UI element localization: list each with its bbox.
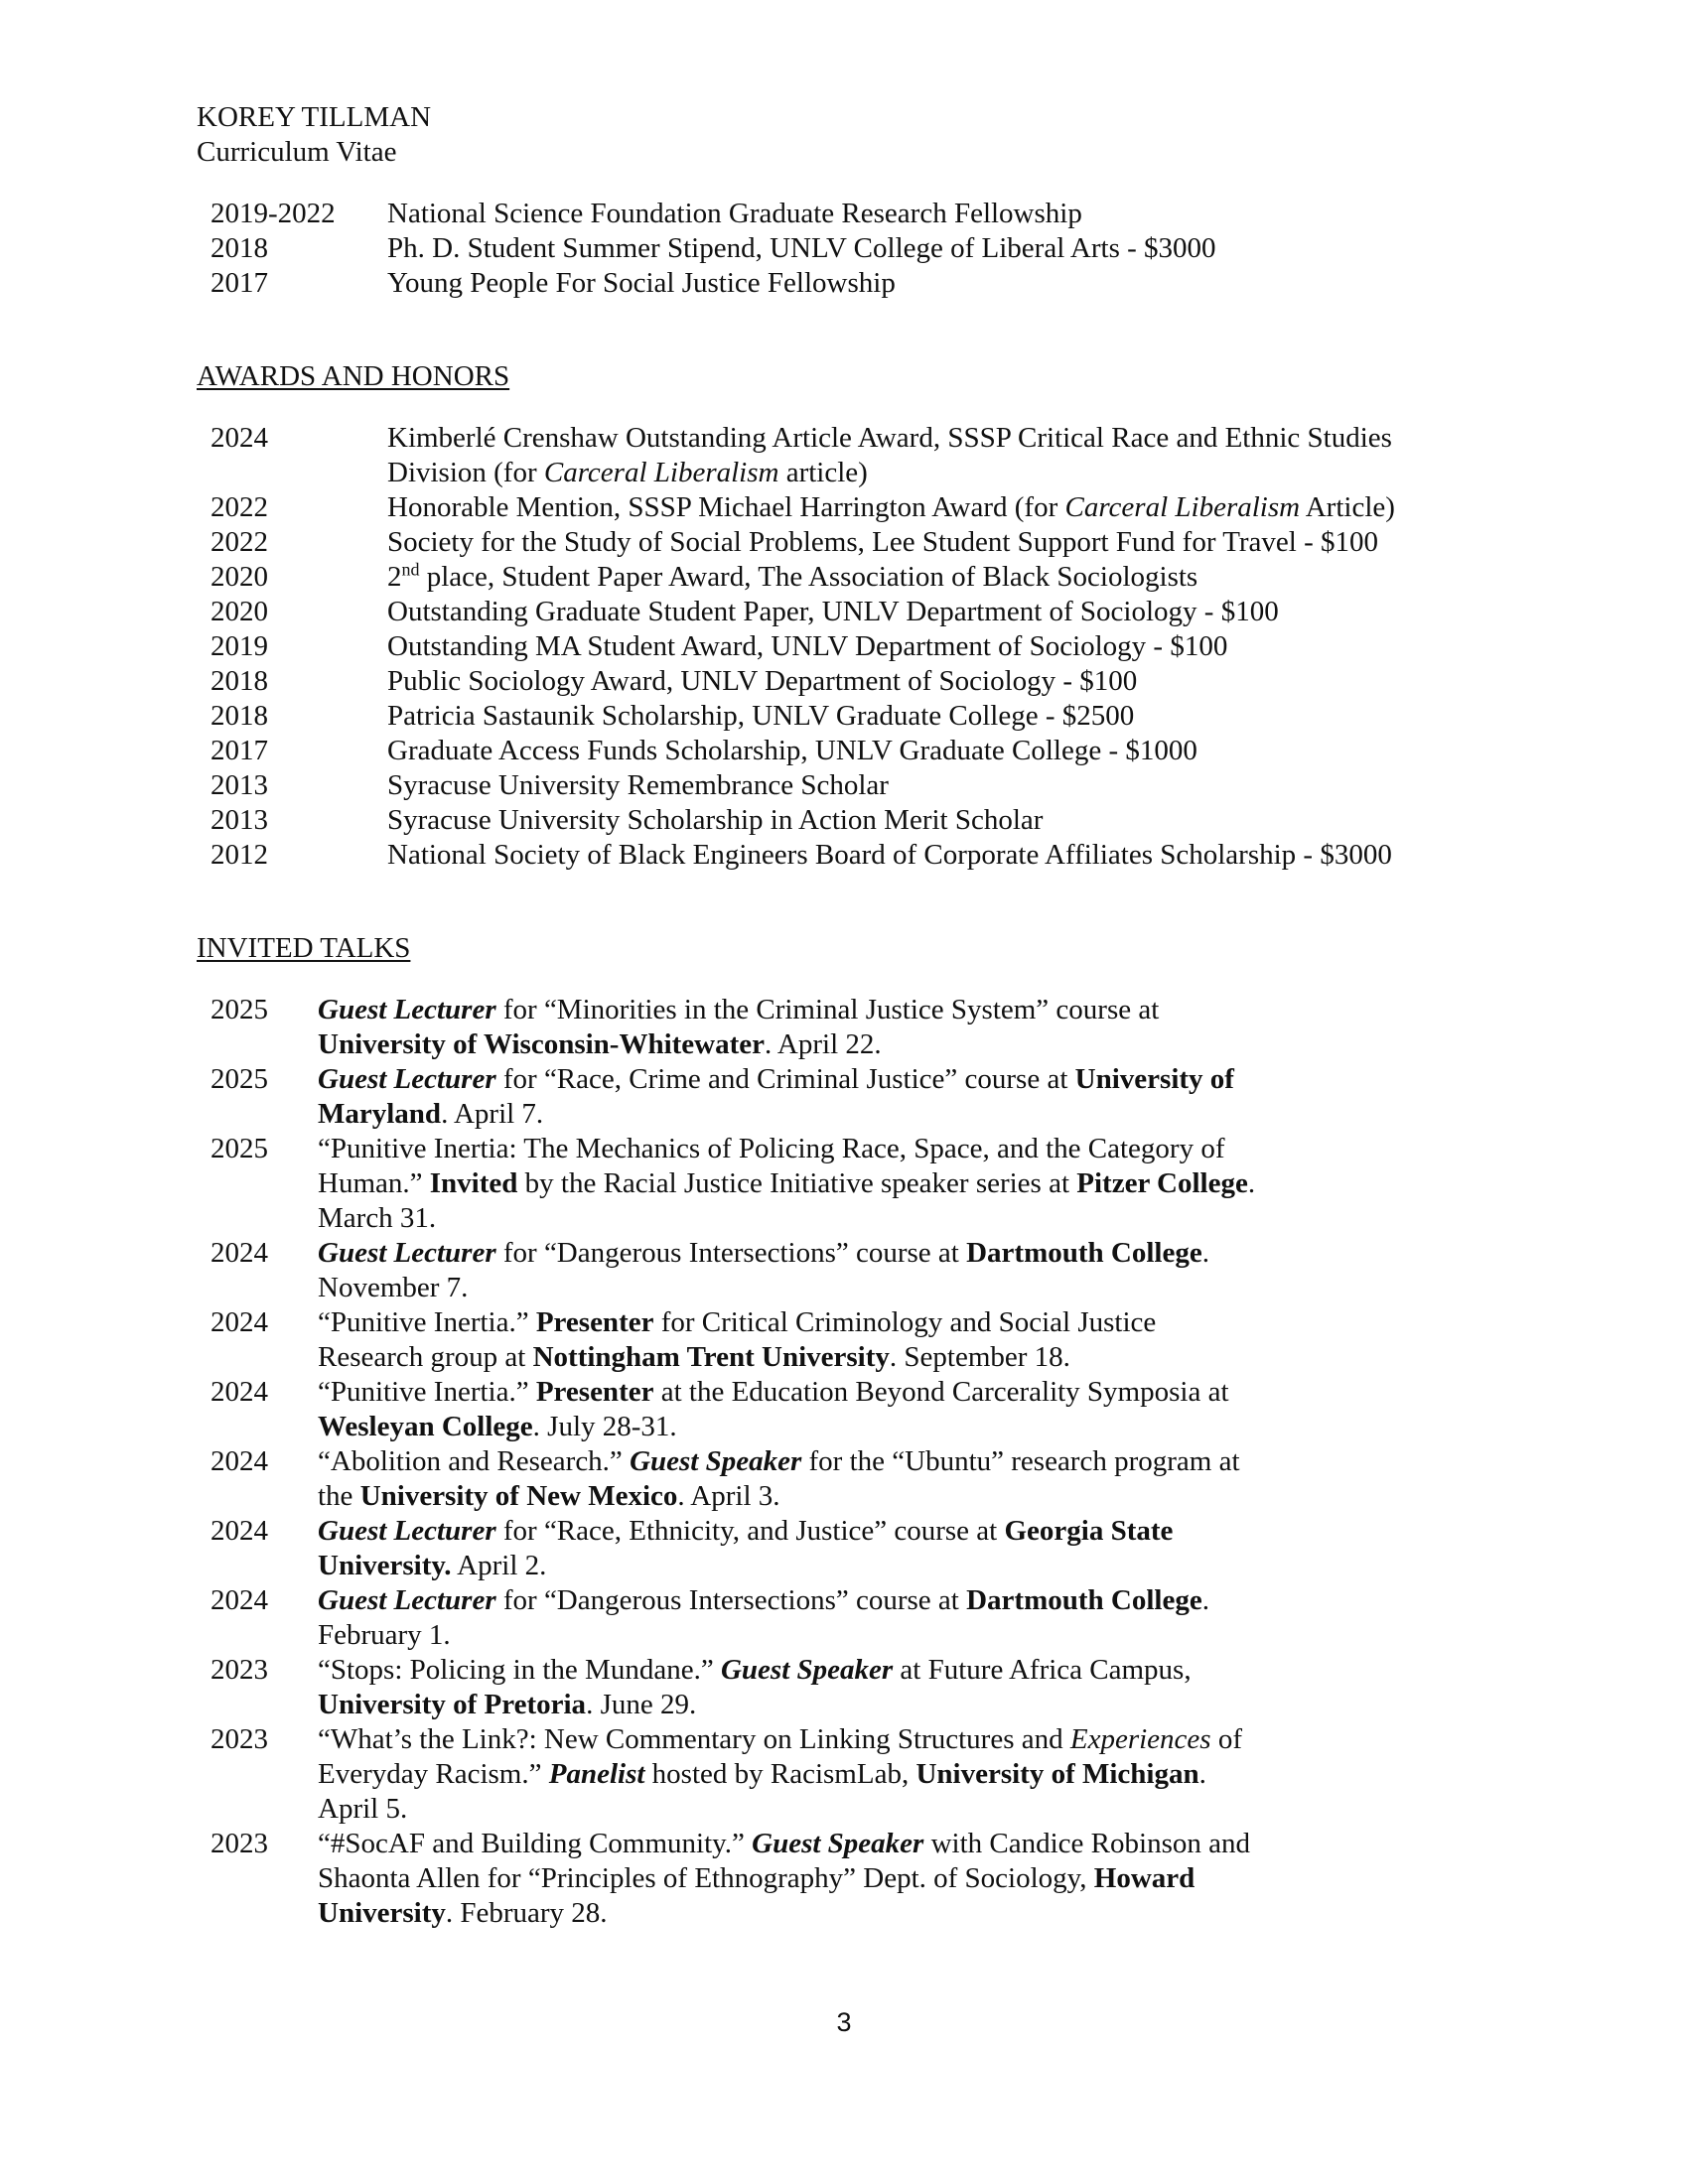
- award-year: 2019: [211, 630, 268, 662]
- award-text: Honorable Mention, SSSP Michael Harrington Award (for Carceral Liberalism Article): [387, 491, 1395, 523]
- award-year: 2018: [211, 700, 268, 732]
- award-text: 2nd place, Student Paper Award, The Association of Black Sociologists: [387, 559, 1198, 593]
- talk-entry: “Abolition and Research.” Guest Speaker for the “Ubuntu” research program at the University of New Mexico. April 3.: [318, 1445, 1240, 1512]
- talk-year: 2024: [211, 1584, 268, 1616]
- award-text: Outstanding Graduate Student Paper, UNLV Department of Sociology - $100: [387, 596, 1279, 627]
- talk-year: 2023: [211, 1723, 268, 1755]
- talk-entry: “#SocAF and Building Community.” Guest Speaker with Candice Robinson and Shaonta Allen for “Principles of Ethnography” Dept. of Sociology, Howard University. February 28.: [318, 1828, 1250, 1929]
- award-year: 2013: [211, 804, 268, 836]
- talk-year: 2024: [211, 1445, 268, 1477]
- award-text: Syracuse University Scholarship in Action Merit Scholar: [387, 804, 1044, 836]
- award-year: 2024: [211, 422, 268, 454]
- talk-year: 2023: [211, 1828, 268, 1859]
- talk-year: 2024: [211, 1237, 268, 1269]
- talk-year: 2024: [211, 1515, 268, 1547]
- talk-entry: Guest Lecturer for “Dangerous Intersections” course at Dartmouth College. November 7.: [318, 1237, 1209, 1303]
- award-text: Syracuse University Remembrance Scholar: [387, 769, 889, 801]
- cv-name: KOREY TILLMAN: [197, 101, 432, 133]
- award-text-cont: Division (for Carceral Liberalism article): [387, 457, 868, 488]
- fellowship-year: 2017: [211, 267, 268, 299]
- talk-year: 2024: [211, 1306, 268, 1338]
- fellowship-text: Young People For Social Justice Fellowship: [387, 267, 896, 299]
- fellowship-year: 2019-2022: [211, 198, 336, 229]
- talk-year: 2025: [211, 1063, 268, 1095]
- talk-entry: Guest Lecturer for “Race, Ethnicity, and Justice” course at Georgia State University. April 2.: [318, 1515, 1174, 1581]
- award-text: Public Sociology Award, UNLV Department of Sociology - $100: [387, 665, 1138, 697]
- award-year: 2020: [211, 596, 268, 627]
- talk-year: 2025: [211, 994, 268, 1025]
- award-text: Kimberlé Crenshaw Outstanding Article Award, SSSP Critical Race and Ethnic Studies: [387, 422, 1392, 454]
- award-year: 2012: [211, 839, 268, 871]
- award-year: 2018: [211, 665, 268, 697]
- talk-year: 2025: [211, 1133, 268, 1164]
- award-text: Patricia Sastaunik Scholarship, UNLV Graduate College - $2500: [387, 700, 1135, 732]
- talk-entry: “What’s the Link?: New Commentary on Linking Structures and Experiences of Everyday Racism.” Panelist hosted by RacismLab, University of Michigan. April 5.: [318, 1723, 1242, 1825]
- award-year: 2022: [211, 526, 268, 558]
- talk-entry: “Stops: Policing in the Mundane.” Guest Speaker at Future Africa Campus, University of Pretoria. June 29.: [318, 1654, 1192, 1720]
- talk-entry: Guest Lecturer for “Minorities in the Criminal Justice System” course at University of Wisconsin-Whitewater. April 22.: [318, 994, 1160, 1060]
- fellowship-text: Ph. D. Student Summer Stipend, UNLV College of Liberal Arts - $3000: [387, 232, 1216, 264]
- talk-entry: “Punitive Inertia.” Presenter for Critical Criminology and Social Justice Research group at Nottingham Trent University. September 18.: [318, 1306, 1157, 1373]
- award-text: Graduate Access Funds Scholarship, UNLV Graduate College - $1000: [387, 735, 1197, 766]
- fellowship-text: National Science Foundation Graduate Research Fellowship: [387, 198, 1082, 229]
- page-number: 3: [836, 2007, 852, 2037]
- award-year: 2020: [211, 561, 268, 593]
- talk-entry: “Punitive Inertia.” Presenter at the Education Beyond Carcerality Symposia at Wesleyan College. July 28-31.: [318, 1376, 1229, 1442]
- awards-heading: AWARDS AND HONORS: [197, 360, 510, 392]
- talk-year: 2024: [211, 1376, 268, 1408]
- talk-entry: Guest Lecturer for “Race, Crime and Criminal Justice” course at University of Maryland. April 7.: [318, 1063, 1234, 1130]
- award-text: National Society of Black Engineers Board of Corporate Affiliates Scholarship - $3000: [387, 839, 1392, 871]
- talk-year: 2023: [211, 1654, 268, 1686]
- fellowship-year: 2018: [211, 232, 268, 264]
- award-year: 2017: [211, 735, 268, 766]
- talk-entry: Guest Lecturer for “Dangerous Intersections” course at Dartmouth College. February 1.: [318, 1584, 1209, 1651]
- award-text: Society for the Study of Social Problems, Lee Student Support Fund for Travel - $100: [387, 526, 1379, 558]
- cv-subtitle: Curriculum Vitae: [197, 136, 397, 168]
- talk-entry: “Punitive Inertia: The Mechanics of Policing Race, Space, and the Category of Human.” Invited by the Racial Justice Initiative speaker series at Pitzer College. March 31.: [318, 1133, 1256, 1234]
- talks-heading: INVITED TALKS: [197, 932, 411, 964]
- award-year: 2013: [211, 769, 268, 801]
- award-text: Outstanding MA Student Award, UNLV Department of Sociology - $100: [387, 630, 1228, 662]
- award-year: 2022: [211, 491, 268, 523]
